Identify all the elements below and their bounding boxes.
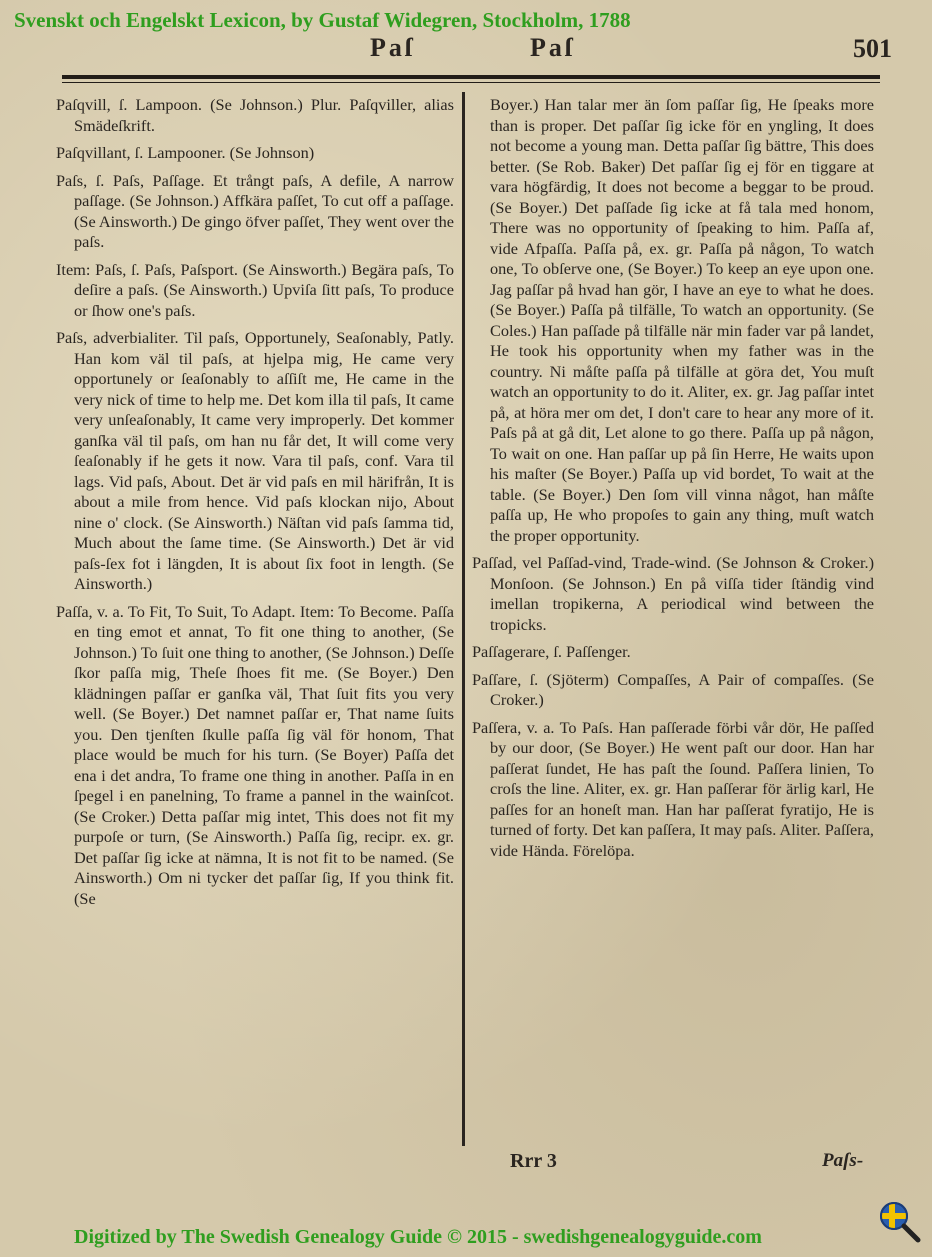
dictionary-entry: Paſſera, v. a. To Paſs. Han paſſerade förbi vår dör, He paſſed by our door, (Se Boyer.) He went paſt our door. Han har paſſerat ſundet, He has paſt the ſound. Paſſera linien, To croſs the line. Aliter, ex. gr. Han paſſerar för ärlig karl, He paſſes for an honeſt man. Han har paſſerat fyratijo, He is turned of forty. Det kan paſſera, It may paſs. Aliter. Paſſera, vide Hända. Förelöpa. [472,717,874,860]
headword-right: Paſ [530,33,576,62]
signature-mark: Rrr 3 [510,1150,557,1172]
dictionary-entry: Paſs, adverbialiter. Til paſs, Opportunely, Seaſonably, Patly. Han kom väl til paſs, at hjelpa mig, He came very opportunely or ſeaſonably to aſſiſt me, He came in the very nick of time to help me. Det kom illa til paſs, It came very unſeaſonably, It came very improperly. Det kommer ganſka väl til paſs, om han nu får det, It will come very ſeaſonably if he gets it now. Vara til paſs, conf. Vara til lags. Vid paſs, About. Det är vid paſs en mil härifrån, It is about a mile from hence. Vid paſs klockan nijo, About nine o' clock. (Se Ainsworth.) Näſtan vid paſs ſamma tid, Much about the ſame time. (Se Ainsworth.) Det är vid paſs-ſex fot i längden, It is about ſix foot in length. (Se Ainsworth.) [56,328,454,593]
dictionary-entry: Paſſagerare, ſ. Paſſenger. [472,642,631,661]
dictionary-entry: Paſſa, v. a. To Fit, To Suit, To Adapt. Item: To Become. Paſſa en ting emot et annat, To fit one thing to another, (Se Johnson.) To ſuit one thing to another, (Se Johnson.) Deſſe ſkor paſſa mig, Theſe ſhoes fit me. (Se Boyer.) Den klädningen paſſar er ganſka väl, That ſuit fits you very well. (Se Boyer.) Det namnet paſſar er, That name ſuits you. Den tjenſten ſkulle paſſa ſig väl för honom, That place would be much for his turn. (Se Boyer) Paſſa det ena i det andra, To frame one thing in another. Paſſa in en ſpegel i en panelning, To frame a pannel in the wainſcot. (Se Croker.) Detta paſſar mig intet, This does not fit my purpoſe or turn, (Se Ainsworth.) Paſſa ſig, recipr. ex. gr. Det paſſar ſig icke at nämna, It is not fit to be named. (Se Ainsworth.) Om ni tycker det paſſar ſig, If you think fit. (Se [56,601,454,908]
footer-credit: Digitized by The Swedish Genealogy Guide © 2015 - swedishgenealogyguide.com [74,1226,762,1248]
dictionary-entry: Paſqvillant, ſ. Lampooner. (Se Johnson) [56,143,315,162]
overlay-title: Svenskt och Engelskt Lexicon, by Gustaf Widegren, Stockholm, 1788 [14,8,631,32]
right-column [472,95,874,868]
dictionary-entry: Paſſare, ſ. (Sjöterm) Compaſſes, A Pair of compaſſes. (Se Croker.) [472,669,874,709]
catchword: Paſs- [822,1150,864,1171]
swedish-flag-magnifier-icon [878,1200,922,1244]
header-rule-thin [62,82,880,83]
header-rule [62,75,880,79]
left-column [56,95,454,916]
column-divider [462,92,465,1146]
page-number: 501 [853,34,892,63]
dictionary-entry: Paſqvill, ſ. Lampoon. (Se Johnson.) Plur. Paſqviller, alias Smädeſkrift. [56,95,454,135]
dictionary-entry: Paſs, ſ. Paſs, Paſſage. Et trångt paſs, A defile, A narrow paſſage. (Se Johnson.) Affkära paſſet, To cut off a paſſage. (Se Ainsworth.) De gingo öfver paſſet, They went over the paſs. [56,170,454,251]
headword-left: Paſ [370,33,416,62]
dictionary-entry: Paſſad, vel Paſſad-vind, Trade-wind. (Se Johnson & Croker.) Monſoon. (Se Johnson.) En på viſſa tider ſtändig vind imellan tropikerna, A periodical wind between the tropicks. [472,553,874,634]
dictionary-entry: Boyer.) Han talar mer än ſom paſſar ſig, He ſpeaks more than is proper. Det paſſar ſig icke för en yngling, It does not become a young man. Detta paſſar ſig bättre, This does better. (Se Rob. Baker) Det paſſar ſig ej för en tiggare at vara högfärdig, It does not become a beggar to be proud. (Se Boyer.) Det paſſade ſig icke at få tala med honom, There was no opportunity of ſpeaking to him. Paſſa af, vide Afpaſſa. Paſſa på, ex. gr. Paſſa på någon, To watch one, To obſerve one, (Se Boyer.) To keep an eye upon one. Jag paſſar på hvad han gör, I have an eye to what he does. (Se Boyer.) Paſſa på tilfälle, To watch an opportunity. (Se Coles.) Han paſſade på tilfälle när min fader var på landet, He took his opportunity when my father was in the country. Ni måſte paſſa på tilfälle at göra det, You muſt watch an opportunity to do it. Aliter, ex. gr. Jag paſſar intet på, at höra mer om det, I don't care to hear any more of it. Paſs på at gå dit, Let alone to go there. Paſſa up på någon, To wait on one. Han paſſar up på ſin Herre, He waits upon his maſter (Se Boyer.) Paſſa up vid bordet, To wait at the table. (Se Boyer.) Den ſom vill vinna något, han måſte paſſa up, He who propoſes to gain any thing, muſt watch the proper opportunity. [490,95,874,545]
dictionary-entry: Item: Paſs, ſ. Paſs, Paſsport. (Se Ainsworth.) Begära paſs, To deſire a paſs. (Se Ainsworth.) Upviſa ſitt paſs, To produce or ſhow one's paſs. [56,259,454,320]
